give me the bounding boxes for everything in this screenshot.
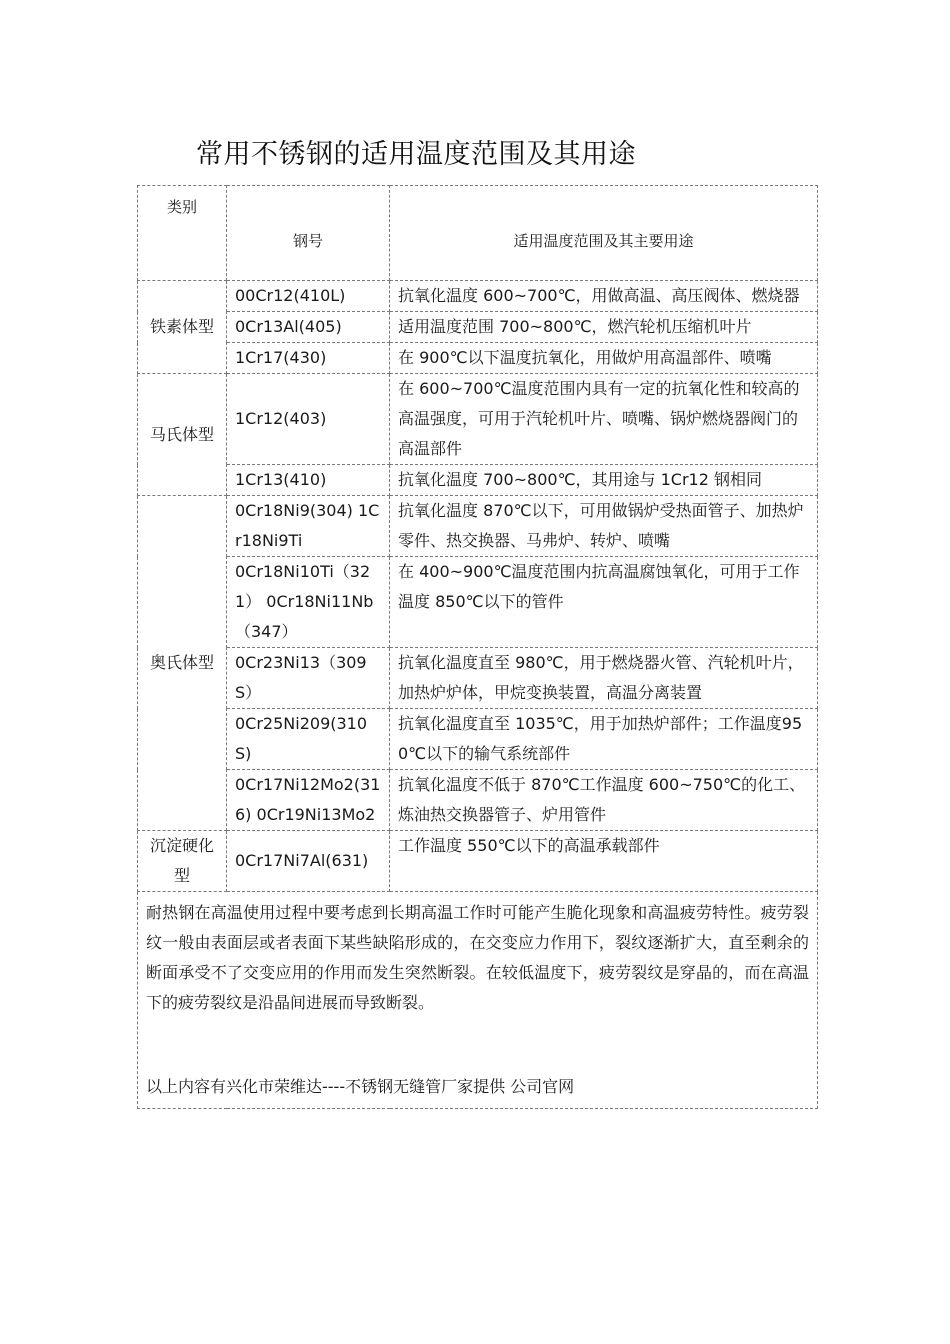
usage-cell: 工作温度 550℃以下的高温承载部件	[390, 831, 818, 892]
steel-grade-cell: 1Cr13(410)	[227, 465, 390, 496]
table-row	[138, 312, 818, 343]
table-row	[138, 709, 818, 770]
steel-grade-cell: 1Cr17(430)	[227, 343, 390, 374]
table-row	[138, 343, 818, 374]
usage-cell: 抗氧化温度 700~800℃，其用途与 1Cr12 钢相同	[390, 465, 818, 496]
header-category: 类别	[138, 186, 227, 281]
table-row	[138, 648, 818, 709]
category-precipitation-hardening: 沉淀硬化型	[138, 831, 227, 892]
usage-cell: 在 400~900℃温度范围内抗高温腐蚀氧化，可用于工作温度 850℃以下的管件	[390, 557, 818, 648]
source-footer: 以上内容有兴化市荣维达----不锈钢无缝管厂家提供 公司官网	[146, 1077, 575, 1096]
note-row	[138, 892, 818, 1109]
steel-grade-cell: 1Cr12(403)	[227, 374, 390, 465]
usage-cell: 在 900℃以下温度抗氧化，用做炉用高温部件、喷嘴	[390, 343, 818, 374]
steel-grade-cell: 0Cr25Ni209(310S)	[227, 709, 390, 770]
category-ferrite: 铁素体型	[138, 281, 227, 374]
steel-grade-cell: 0Cr18Ni10Ti（321） 0Cr18Ni11Nb（347）	[227, 557, 390, 648]
usage-cell: 抗氧化温度直至 980℃，用于燃烧器火管、汽轮机叶片，加热炉炉体，甲烷变换装置，高温分离装置	[390, 648, 818, 709]
category-martensite: 马氏体型	[138, 374, 227, 496]
header-usage: 适用温度范围及其主要用途	[390, 186, 818, 281]
usage-cell: 在 600~700℃温度范围内具有一定的抗氧化性和较高的高温强度，可用于汽轮机叶片、喷嘴、锅炉燃烧器阀门的高温部件	[390, 374, 818, 465]
table-row	[138, 831, 818, 892]
usage-cell: 抗氧化温度直至 1035℃，用于加热炉部件；工作温度950℃以下的输气系统部件	[390, 709, 818, 770]
table-row	[138, 557, 818, 648]
note-paragraph: 耐热钢在高温使用过程中要考虑到长期高温工作时可能产生脆化现象和高温疲劳特性。疲劳裂纹一般由表面层或者表面下某些缺陷形成的，在交变应力作用下，裂纹逐渐扩大，直至剩余的断面承受不了交变应用的作用而发生突然断裂。在较低温度下，疲劳裂纹是穿晶的，而在高温下的疲劳裂纹是沿晶间进展而导致断裂。	[146, 903, 809, 1012]
table-header-row	[138, 186, 818, 281]
note-cell	[138, 892, 818, 1109]
table-row	[138, 465, 818, 496]
usage-cell: 抗氧化温度 870℃以下，可用做锅炉受热面管子、加热炉零件、热交换器、马弗炉、转炉、喷嘴	[390, 496, 818, 557]
steel-grade-cell: 0Cr17Ni12Mo2(316) 0Cr19Ni13Mo2	[227, 770, 390, 831]
steel-grade-cell: 00Cr12(410L)	[227, 281, 390, 312]
steel-grade-cell: 0Cr23Ni13（309S）	[227, 648, 390, 709]
usage-cell: 适用温度范围 700~800℃，燃汽轮机压缩机叶片	[390, 312, 818, 343]
table-row	[138, 770, 818, 831]
steel-grade-cell: 0Cr18Ni9(304) 1Cr18Ni9Ti	[227, 496, 390, 557]
usage-cell: 抗氧化温度 600~700℃，用做高温、高压阀体、燃烧器	[390, 281, 818, 312]
steel-grade-cell: 0Cr13Al(405)	[227, 312, 390, 343]
table-row	[138, 281, 818, 312]
usage-cell: 抗氧化温度不低于 870℃工作温度 600~750℃的化工、炼油热交换器管子、炉用管件	[390, 770, 818, 831]
table-row	[138, 496, 818, 557]
steel-grade-cell: 0Cr17Ni7Al(631)	[227, 831, 390, 892]
table-row	[138, 374, 818, 465]
steel-temperature-table	[137, 185, 818, 1109]
header-steel-grade: 钢号	[227, 186, 390, 281]
category-austenite: 奥氏体型	[138, 496, 227, 831]
page-title: 常用不锈钢的适用温度范围及其用途	[196, 139, 636, 170]
